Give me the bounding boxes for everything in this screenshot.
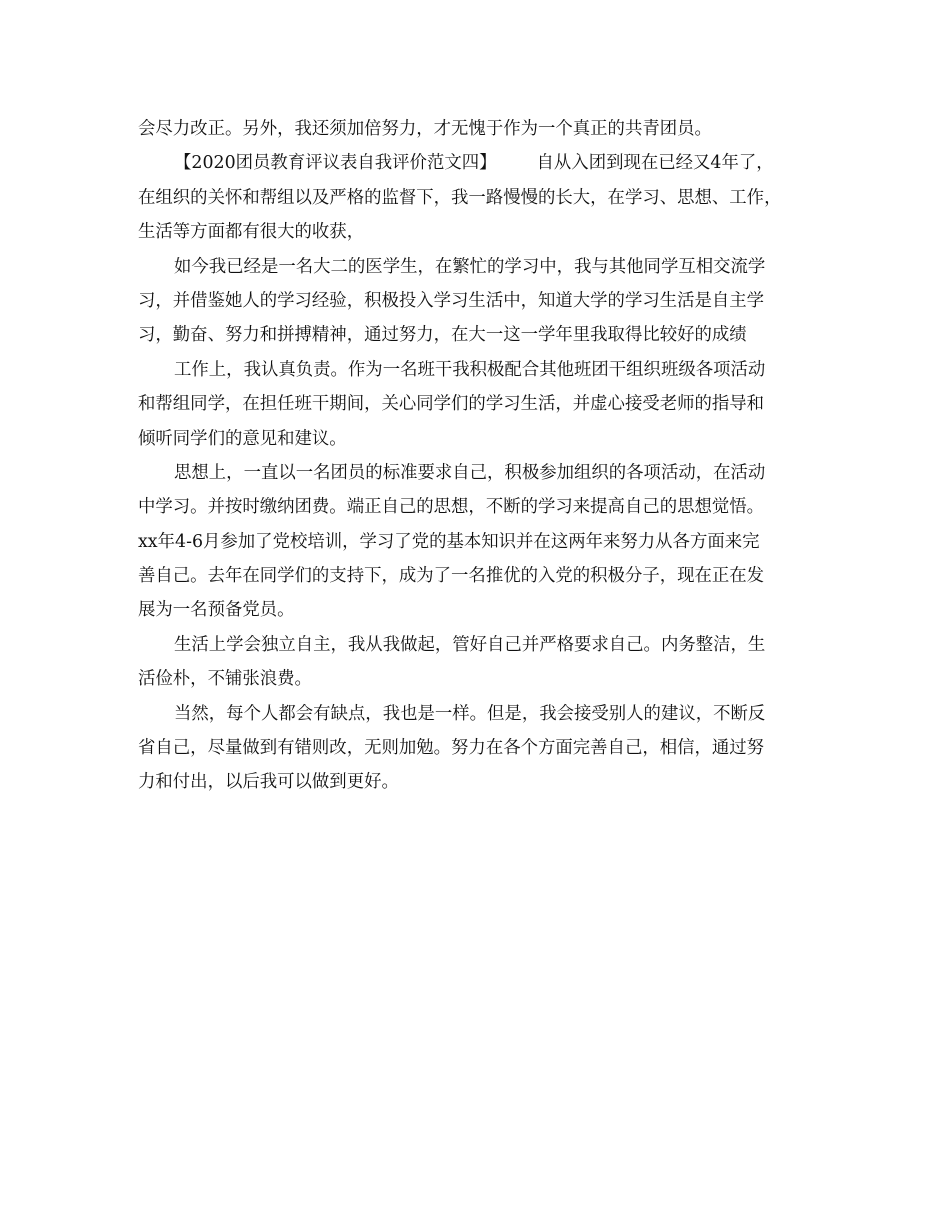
text-line: 工作上，我认真负责。作为一名班干我积极配合其他班团干组织班级各项活动 bbox=[174, 359, 766, 380]
section-heading: 【2020团员教育评议表自我评价范文四】 bbox=[174, 153, 497, 174]
text-line: 如今我已经是一名大二的医学生，在繁忙的学习中，我与其他同学互相交流学 bbox=[174, 256, 766, 277]
text-line: 中学习。并按时缴纳团费。端正自己的思想，不断的学习来提高自己的思想觉悟。 bbox=[138, 497, 765, 518]
text-line: 生活上学会独立自主，我从我做起，管好自己并严格要求自己。内务整洁，生 bbox=[174, 634, 766, 655]
text-line: 和帮组同学，在担任班干期间，关心同学们的学习生活，并虚心接受老师的指导和 bbox=[138, 394, 765, 415]
text-line: 活俭朴，不铺张浪费。 bbox=[138, 669, 312, 690]
text-line: 习，勤奋、努力和拼搏精神，通过努力，在大一这一学年里我取得比较好的成绩 bbox=[138, 325, 747, 346]
text-line: 生活等方面都有很大的收获， bbox=[138, 222, 365, 243]
text-line: 思想上，一直以一名团员的标准要求自己，积极参加组织的各项活动，在活动 bbox=[174, 462, 766, 483]
text-line: 当然，每个人都会有缺点，我也是一样。但是，我会接受别人的建议，不断反 bbox=[174, 703, 766, 724]
text-line: 展为一名预备党员。 bbox=[138, 600, 295, 621]
text-line: 习，并借鉴她人的学习经验，积极投入学习生活中，知道大学的学习生活是自主学 bbox=[138, 290, 765, 311]
text-line: 省自己，尽量做到有错则改，无则加勉。努力在各个方面完善自己，相信，通过努 bbox=[138, 738, 765, 759]
text-line: 在组织的关怀和帮组以及严格的监督下，我一路慢慢的长大，在学习、思想、工作， bbox=[138, 187, 782, 208]
section-intro: 自从入团到现在已经又4年了， bbox=[536, 153, 774, 174]
text-line: 会尽力改正。另外，我还须加倍努力，才无愧于作为一个真正的共青团员。 bbox=[138, 119, 712, 139]
body-text bbox=[138, 112, 828, 800]
text-line: 力和付出，以后我可以做到更好。 bbox=[138, 772, 399, 793]
text-line: 倾听同学们的意见和建议。 bbox=[138, 428, 347, 449]
text-line: xx年4-6月参加了党校培训，学习了党的基本知识并在这两年来努力从各方面来完 bbox=[138, 531, 760, 552]
text-line: 善自己。去年在同学们的支持下，成为了一名推优的入党的积极分子，现在正在发 bbox=[138, 566, 765, 587]
text-line bbox=[138, 146, 828, 180]
